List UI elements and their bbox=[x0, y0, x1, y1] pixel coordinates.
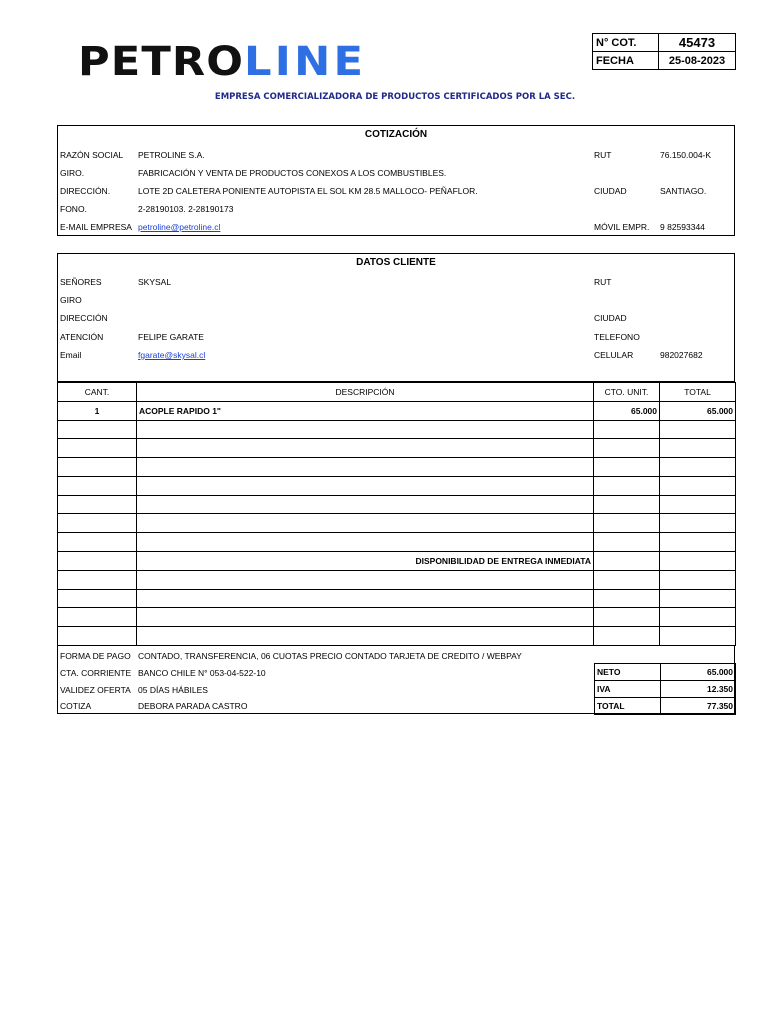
company-email-link[interactable]: petroline@petroline.cl bbox=[138, 222, 221, 232]
quote-date-label: FECHA bbox=[593, 52, 659, 70]
iva-value: 12.350 bbox=[660, 681, 735, 698]
totals-table bbox=[594, 663, 736, 715]
client-rut-label: RUT bbox=[594, 277, 612, 287]
client-email-label: Email bbox=[60, 350, 82, 360]
quote-number-value: 45473 bbox=[659, 34, 736, 52]
quote-date-value: 25-08-2023 bbox=[659, 52, 736, 70]
senores-label: SEÑORES bbox=[60, 277, 102, 287]
atencion-label: ATENCIÓN bbox=[60, 332, 104, 342]
fono-value: 2-28190103. 2-28190173 bbox=[138, 204, 234, 214]
cotiza-value: DEBORA PARADA CASTRO bbox=[138, 701, 248, 711]
atencion-value: FELIPE GARATE bbox=[138, 332, 204, 342]
validez-label: VALIDEZ OFERTA bbox=[60, 685, 131, 695]
company-rut-value: 76.150.004-K bbox=[660, 150, 712, 160]
neto-value: 65.000 bbox=[660, 664, 735, 681]
neto-label: NETO bbox=[595, 664, 661, 681]
item-qty: 1 bbox=[58, 401, 137, 420]
empty-row bbox=[58, 608, 736, 627]
ciudad-value: SANTIAGO. bbox=[660, 186, 707, 196]
senores-value: SKYSAL bbox=[138, 277, 172, 287]
empty-row bbox=[58, 589, 736, 608]
cta-corriente-value: BANCO CHILE N° 053-04-522-10 bbox=[138, 668, 266, 678]
iva-label: IVA bbox=[595, 681, 661, 698]
client-section-title: DATOS CLIENTE bbox=[356, 257, 436, 268]
celular-value: 982027682 bbox=[660, 350, 703, 360]
total-label: TOTAL bbox=[595, 698, 661, 715]
giro-value: FABRICACIÓN Y VENTA DE PRODUCTOS CONEXOS A LOS COMBUSTIBLES. bbox=[138, 168, 447, 178]
items-header-row bbox=[58, 383, 736, 402]
header-cto-unit: CTO. UNIT. bbox=[594, 383, 660, 402]
empty-row bbox=[58, 627, 736, 646]
item-description: ACOPLE RAPIDO 1" bbox=[137, 401, 594, 420]
client-direccion-label: DIRECCIÓN bbox=[60, 313, 108, 323]
header-cant: CANT. bbox=[58, 383, 137, 402]
validez-value: 05 DÍAS HÁBILES bbox=[138, 685, 208, 695]
fono-label: FONO. bbox=[60, 204, 87, 214]
ciudad-label: CIUDAD bbox=[594, 186, 627, 196]
empty-row bbox=[58, 533, 736, 552]
empty-row bbox=[58, 495, 736, 514]
celular-label: CELULAR bbox=[594, 350, 634, 360]
direccion-value: LOTE 2D CALETERA PONIENTE AUTOPISTA EL SOL KM 28.5 MALLOCO- PEÑAFLOR. bbox=[138, 186, 478, 196]
footer-section bbox=[57, 646, 735, 714]
empty-row bbox=[58, 476, 736, 495]
logo-petro-text: PETRO bbox=[78, 39, 245, 85]
company-rut-label: RUT bbox=[594, 150, 612, 160]
forma-pago-label: FORMA DE PAGO bbox=[60, 651, 131, 661]
company-email-label: E-MAIL EMPRESA bbox=[60, 222, 132, 232]
company-tagline: EMPRESA COMERCIALIZADORA DE PRODUCTOS CERTIFICADOS POR LA SEC. bbox=[214, 92, 576, 102]
item-unit-cost: 65.000 bbox=[594, 401, 660, 420]
client-email-link[interactable]: fgarate@skysal.cl bbox=[138, 350, 206, 360]
razon-social-label: RAZÓN SOCIAL bbox=[60, 150, 124, 160]
item-total: 65.000 bbox=[660, 401, 736, 420]
header-descripcion: DESCRIPCIÓN bbox=[137, 383, 594, 402]
empty-row bbox=[58, 458, 736, 477]
client-ciudad-label: CIUDAD bbox=[594, 313, 627, 323]
movil-label: MÓVIL EMPR. bbox=[594, 222, 650, 232]
company-section bbox=[57, 125, 735, 236]
table-row bbox=[58, 401, 736, 420]
company-section-title: COTIZACIÓN bbox=[364, 129, 428, 140]
client-section bbox=[57, 253, 735, 382]
quote-number-label: N° COT. bbox=[593, 34, 659, 52]
header-total: TOTAL bbox=[660, 383, 736, 402]
direccion-label: DIRECCIÓN. bbox=[60, 186, 111, 196]
empty-row bbox=[58, 420, 736, 439]
empty-row bbox=[58, 439, 736, 458]
giro-label: GIRO. bbox=[60, 168, 85, 178]
client-giro-label: GIRO bbox=[60, 295, 82, 305]
availability-note: DISPONIBILIDAD DE ENTREGA INMEDIATA bbox=[137, 552, 594, 571]
cta-corriente-label: CTA. CORRIENTE bbox=[60, 668, 132, 678]
cotiza-label: COTIZA bbox=[60, 701, 92, 711]
availability-row bbox=[58, 552, 736, 571]
total-value: 77.350 bbox=[660, 698, 735, 715]
forma-pago-value: CONTADO, TRANSFERENCIA, 06 CUOTAS PRECIO CONTADO TARJETA DE CREDITO / WEBPAY bbox=[138, 651, 522, 661]
empty-row bbox=[58, 514, 736, 533]
movil-value: 9 82593344 bbox=[660, 222, 705, 232]
quote-info-box bbox=[592, 33, 736, 70]
petroline-logo bbox=[78, 39, 367, 85]
empty-row bbox=[58, 570, 736, 589]
razon-social-value: PETROLINE S.A. bbox=[138, 150, 205, 160]
items-table bbox=[57, 382, 736, 646]
telefono-label: TELEFONO bbox=[594, 332, 640, 342]
logo-line-text: LINE bbox=[244, 39, 367, 85]
